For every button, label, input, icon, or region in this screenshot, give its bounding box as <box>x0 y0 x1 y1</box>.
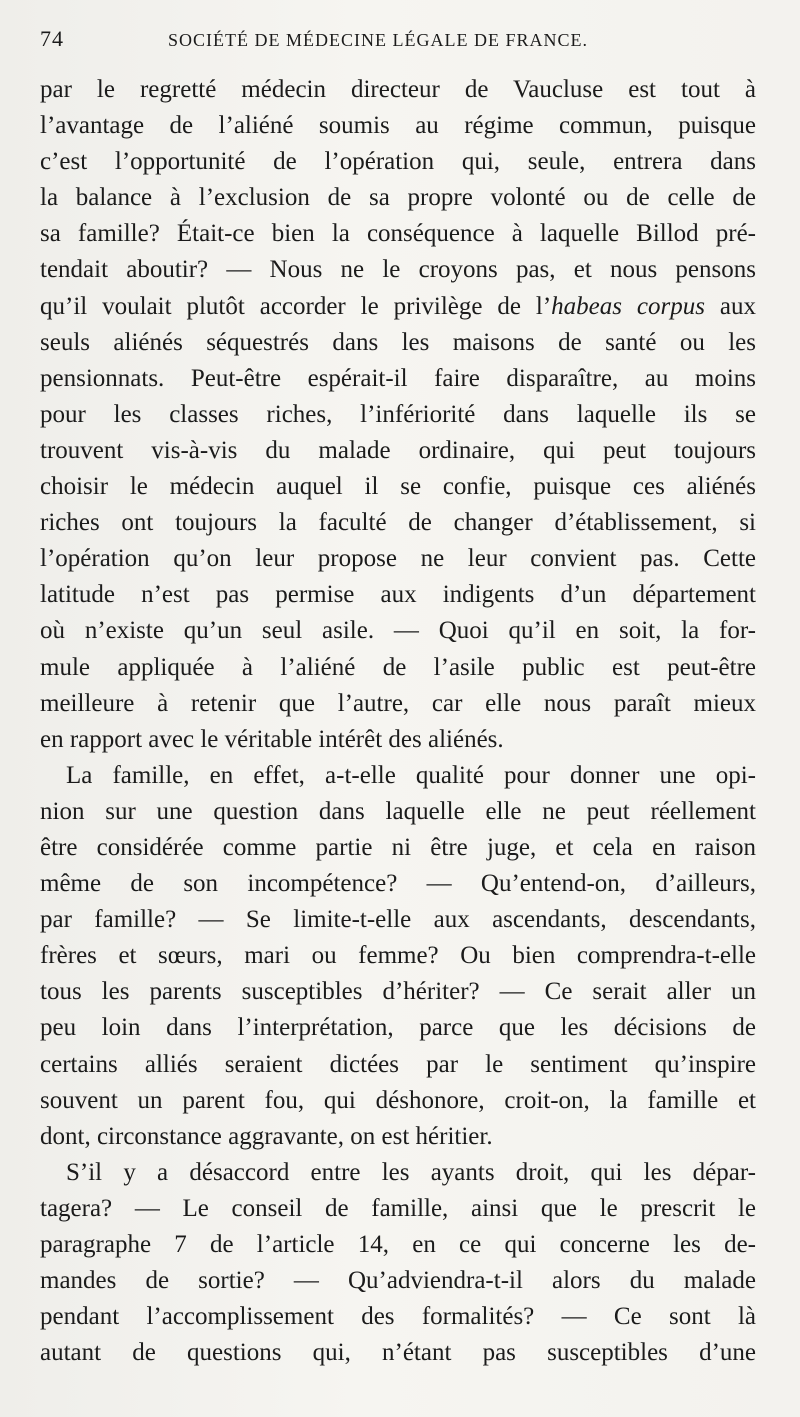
text-line: choisir le médecin auquel il se confie, puisque ces aliénés <box>40 473 756 501</box>
line-text-before-italic: qu’il voulait plutôt accorder le privilège de l’ <box>40 292 552 320</box>
text-line: l’avantage de l’aliéné soumis au régime commun, puisque <box>40 112 756 140</box>
paragraph-1 <box>40 72 756 758</box>
text-line: par famille? — Se limite-t-elle aux ascendants, descendants, <box>40 906 756 934</box>
text-line: c’est l’opportunité de l’opération qui, seule, entrera dans <box>40 148 756 176</box>
text-line: meilleure à retenir que l’autre, car elle nous paraît mieux <box>40 689 756 717</box>
text-line: tous les parents susceptibles d’hériter? — Ce serait aller un <box>40 978 756 1006</box>
text-line: S’il y a désaccord entre les ayants droit, qui les dépar- <box>66 1158 756 1186</box>
text-line: en rapport avec le véritable intérêt des aliénés. <box>40 725 504 753</box>
running-title: SOCIÉTÉ DE MÉDECINE LÉGALE DE FRANCE. <box>168 30 588 50</box>
text-line: même de son incompétence? — Qu’entend-on, d’ailleurs, <box>40 870 756 898</box>
text-line: par le regretté médecin directeur de Vaucluse est tout à <box>40 76 756 103</box>
text-line: nion sur une question dans laquelle elle ne peut réellement <box>40 797 756 825</box>
text-line: tagera? — Le conseil de famille, ainsi que le prescrit le <box>40 1194 756 1222</box>
paragraph-3 <box>40 1155 756 1372</box>
text-line: autant de questions qui, n’étant pas susceptibles d’une <box>40 1339 756 1367</box>
text-line: La famille, en effet, a-t-elle qualité pour donner une opi- <box>66 761 756 789</box>
text-line: mandes de sortie? — Qu’adviendra-t-il alors du malade <box>40 1267 756 1295</box>
body-text <box>40 72 756 1371</box>
text-line: la balance à l’exclusion de sa propre volonté ou de celle de <box>40 184 756 212</box>
text-line: trouvent vis-à-vis du malade ordinaire, qui peut toujours <box>40 436 756 464</box>
text-line: frères et sœurs, mari ou femme? Ou bien comprendra-t-elle <box>40 942 756 970</box>
italic-phrase: habeas corpus <box>551 292 705 320</box>
text-line: pendant l’accomplissement des formalités? — Ce sont là <box>40 1303 756 1331</box>
text-line: sa famille? Était-ce bien la conséquence à laquelle Billod pré- <box>40 220 756 248</box>
paragraph-2 <box>40 758 756 1155</box>
page-number: 74 <box>40 26 64 51</box>
text-line: mule appliquée à l’aliéné de l’asile public est peut-être <box>40 653 756 681</box>
text-line: certains alliés seraient dictées par le sentiment qu’inspire <box>40 1050 756 1078</box>
text-line: pensionnats. Peut-être espérait-il faire disparaître, au moins <box>40 364 756 392</box>
text-line: paragraphe 7 de l’article 14, en ce qui concerne les de- <box>40 1231 756 1258</box>
text-line: dont, circonstance aggravante, on est héritier. <box>40 1122 493 1150</box>
text-line: seuls aliénés séquestrés dans les maisons de santé ou les <box>40 328 756 356</box>
text-line: souvent un parent fou, qui déshonore, croit-on, la famille et <box>40 1086 756 1114</box>
text-line: tendait aboutir? — Nous ne le croyons pas, et nous pensons <box>40 256 756 284</box>
text-line: pour les classes riches, l’infériorité dans laquelle ils se <box>40 400 756 428</box>
text-line: latitude n’est pas permise aux indigents d’un département <box>40 581 756 609</box>
text-line: être considérée comme partie ni être juge, et cela en raison <box>40 833 756 861</box>
text-line: où n’existe qu’un seul asile. — Quoi qu’il en soit, la for- <box>40 617 756 645</box>
text-line: riches ont toujours la faculté de changer d’établissement, si <box>40 509 756 537</box>
text-line-with-italic <box>40 289 756 325</box>
text-line: peu loin dans l’interprétation, parce que les décisions de <box>40 1014 756 1042</box>
running-head <box>40 26 756 70</box>
text-line: l’opération qu’on leur propose ne leur convient pas. Cette <box>40 545 756 573</box>
line-text-after-italic: aux <box>704 292 756 320</box>
